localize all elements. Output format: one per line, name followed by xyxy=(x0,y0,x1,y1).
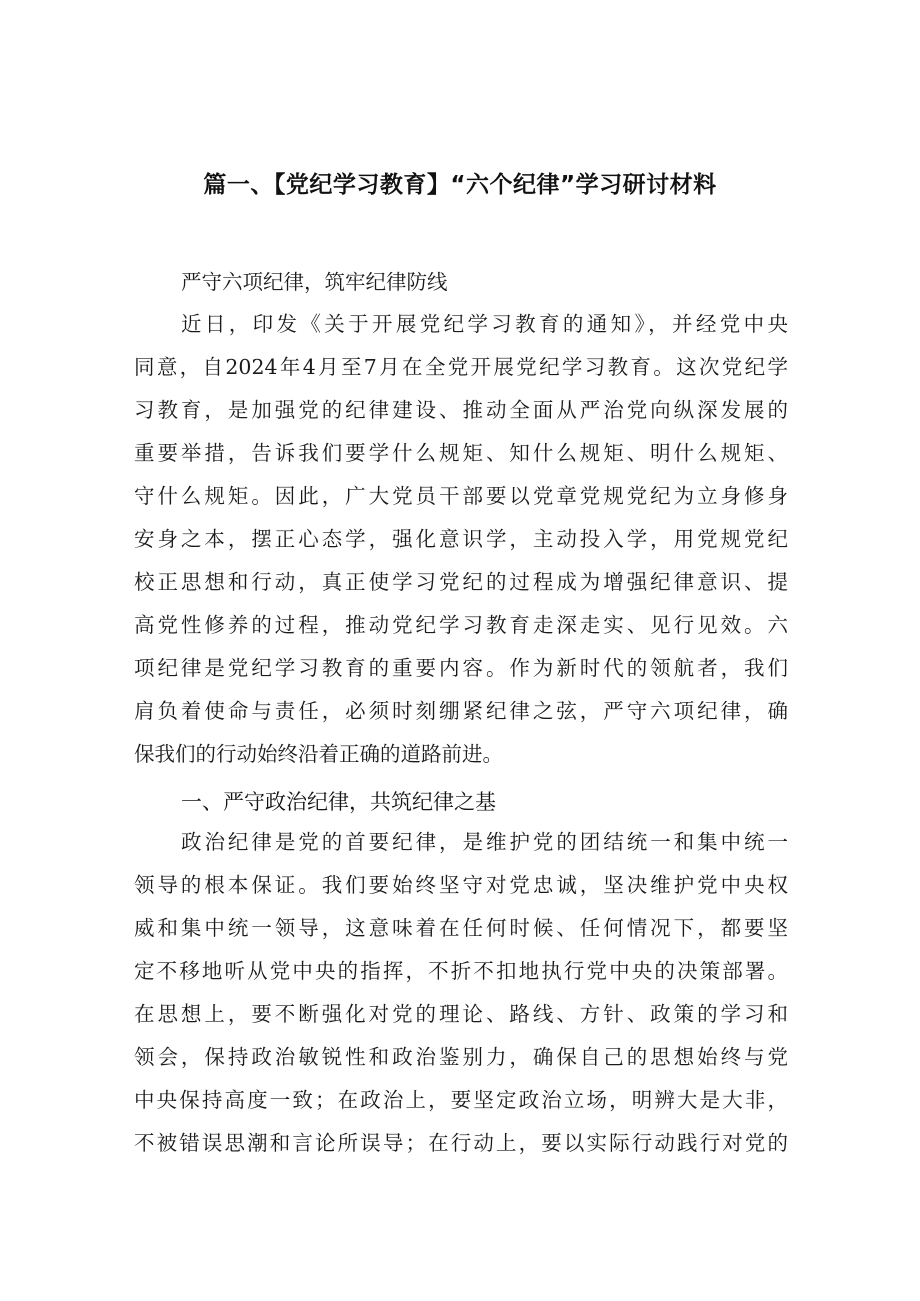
section-line: 定不移地听从党中央的指挥，不折不扣地执行党中央的决策部署。 xyxy=(134,959,788,983)
section-line: 政治纪律是党的首要纪律，是维护党的团结统一和集中统一 xyxy=(181,830,788,854)
section-line: 领导的根本保证。我们要始终坚守对党忠诚，坚决维护党中央权 xyxy=(134,873,788,897)
intro-line: 重要举措，告诉我们要学什么规矩、知什么规矩、明什么规矩、 xyxy=(134,441,788,465)
section-line: 在思想上，要不断强化对党的理论、路线、方针、政策的学习和 xyxy=(134,1002,788,1026)
intro-line: 保我们的行动始终沿着正确的道路前进。 xyxy=(134,742,503,766)
section-line: 不被错误思潮和言论所误导；在行动上，要以实际行动践行对党的 xyxy=(134,1131,788,1155)
subtitle-line: 严守六项纪律，筑牢纪律防线 xyxy=(181,270,448,294)
document-title: 篇一、【党纪学习教育】“六个纪律”学习研讨材料 xyxy=(203,172,717,198)
section-line: 威和集中统一领导，这意味着在任何时候、任何情况下，都要坚 xyxy=(134,916,788,940)
intro-line: 同意，自2024年4月至7月在全党开展党纪学习教育。这次党纪学 xyxy=(134,355,788,379)
intro-line: 守什么规矩。因此，广大党员干部要以党章党规党纪为立身修身 xyxy=(134,484,788,508)
intro-line: 项纪律是党纪学习教育的重要内容。作为新时代的领航者，我们 xyxy=(134,656,788,680)
intro-line: 校正思想和行动，真正使学习党纪的过程成为增强纪律意识、提 xyxy=(134,570,788,594)
section-line: 领会，保持政治敏锐性和政治鉴别力，确保自己的思想始终与党 xyxy=(134,1045,788,1069)
section-line: 中央保持高度一致；在政治上，要坚定政治立场，明辨大是大非， xyxy=(134,1088,788,1112)
intro-line: 习教育，是加强党的纪律建设、推动全面从严治党向纵深发展的 xyxy=(134,398,788,422)
intro-line: 高党性修养的过程，推动党纪学习教育走深走实、见行见效。六 xyxy=(134,613,788,637)
intro-line: 安身之本，摆正心态学，强化意识学，主动投入学，用党规党纪 xyxy=(134,527,788,551)
intro-line: 近日，印发《关于开展党纪学习教育的通知》，并经党中央 xyxy=(181,312,788,336)
section-heading: 一、严守政治纪律，共筑纪律之基 xyxy=(181,790,496,814)
intro-line: 肩负着使命与责任，必须时刻绷紧纪律之弦，严守六项纪律，确 xyxy=(134,699,788,723)
